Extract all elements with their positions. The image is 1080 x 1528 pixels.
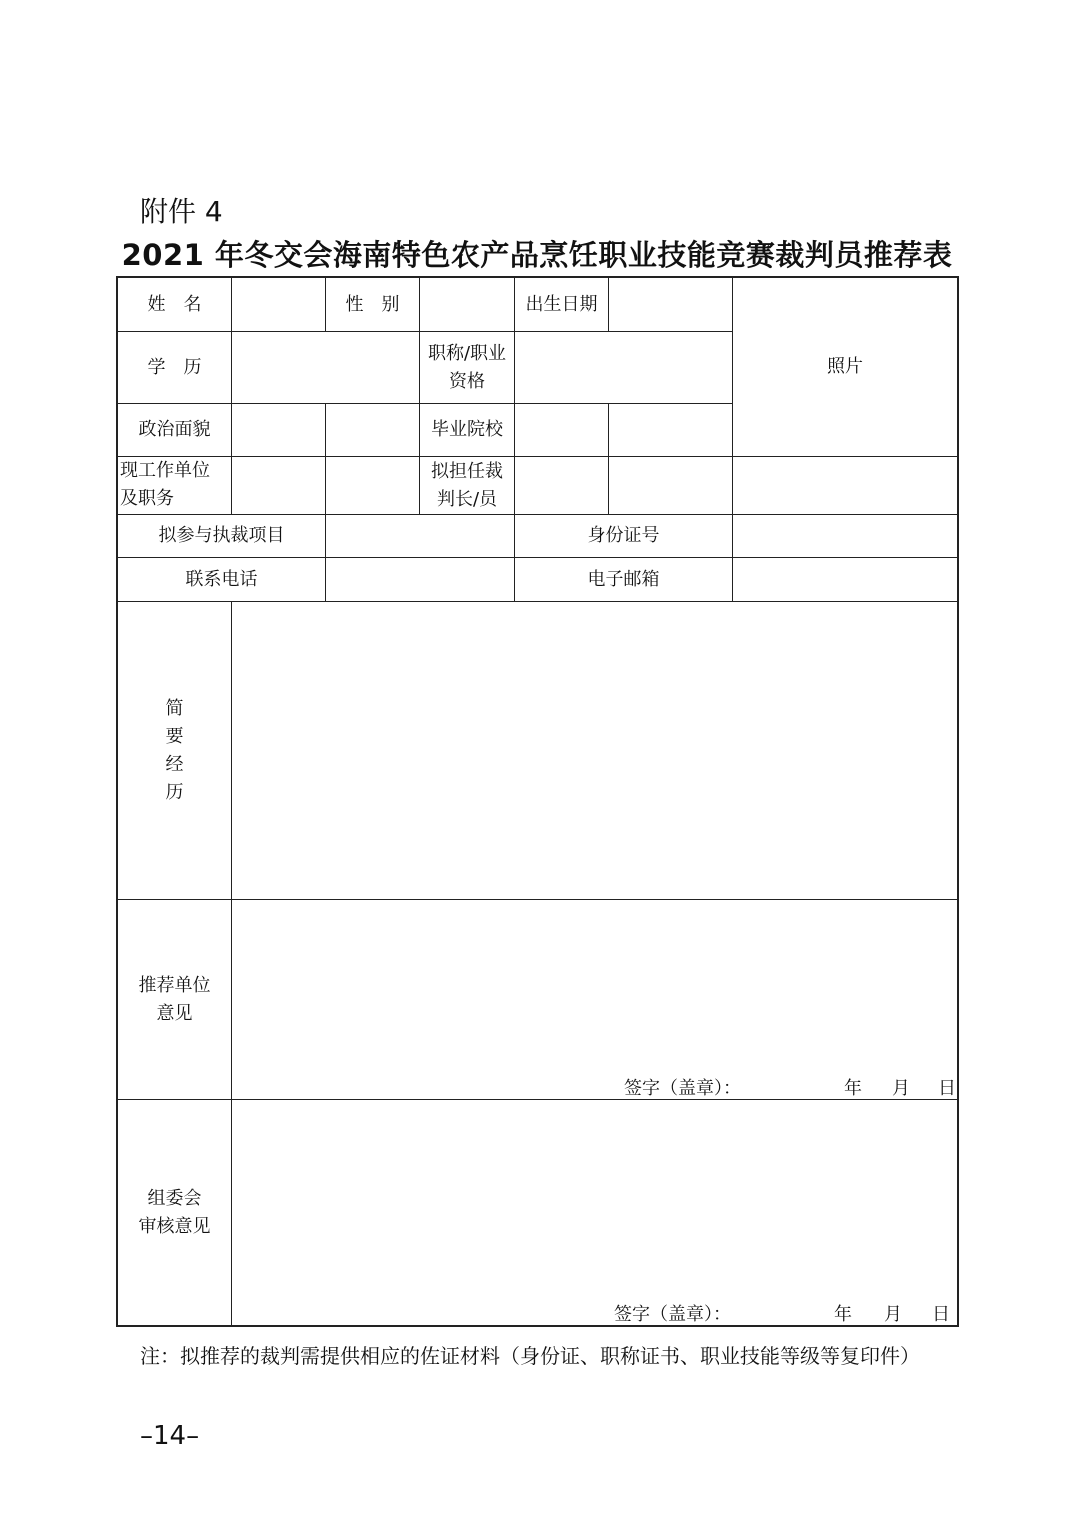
committee-day-label: 日	[932, 1304, 950, 1325]
title-qualification-label	[420, 332, 514, 403]
recommend-day-label: 日	[938, 1078, 956, 1099]
footnote: 注：拟推荐的裁判需提供相应的佐证材料（身份证、职称证书、职业技能等级等复印件）	[140, 1344, 920, 1368]
email-label: 电子邮箱	[587, 568, 660, 590]
political-status-label: 政治面貌	[138, 419, 211, 440]
judge-role-field[interactable]	[515, 457, 957, 514]
form-title: 2021 年冬交会海南特色农产品烹饪职业技能竞赛裁判员推荐表	[121, 238, 953, 272]
id-number-field[interactable]	[733, 515, 957, 557]
judge-role-label	[420, 457, 514, 514]
name-label: 姓 名	[147, 293, 202, 315]
recommend-unit-label	[118, 900, 231, 1099]
project-label: 拟参与执裁项目	[158, 525, 285, 546]
committee-month-label: 月	[884, 1304, 902, 1325]
phone-label: 联系电话	[185, 568, 258, 590]
employer-label-line1: 现工作单位	[120, 460, 210, 481]
political-status-field[interactable]	[232, 404, 419, 456]
education-field[interactable]	[232, 332, 419, 403]
resume-field[interactable]	[232, 602, 957, 899]
education-label: 学 历	[147, 356, 202, 378]
gender-label: 性 别	[345, 293, 400, 315]
recommend-unit-label-line1: 推荐单位	[138, 974, 211, 996]
email-field[interactable]	[733, 558, 957, 601]
recommend-year-label: 年	[844, 1078, 862, 1099]
committee-review-label	[118, 1100, 231, 1325]
judge-role-label-line1: 拟担任裁	[431, 460, 503, 482]
resume-label-char: 要	[165, 725, 184, 747]
photo-label: 照片	[827, 356, 863, 377]
birth-date-field[interactable]	[609, 278, 732, 331]
gender-field[interactable]	[420, 278, 514, 331]
title-qualification-field[interactable]	[515, 332, 732, 403]
recommend-unit-label-line2: 意见	[156, 1002, 193, 1024]
birth-date-label: 出生日期	[525, 293, 598, 315]
recommend-unit-field[interactable]	[232, 900, 957, 1099]
title-qualification-label-line2: 资格	[449, 370, 485, 392]
employer-label	[118, 457, 231, 514]
school-label: 毕业院校	[431, 419, 503, 440]
resume-label	[118, 602, 231, 899]
committee-year-label: 年	[834, 1304, 852, 1325]
employer-label-line2: 及职务	[120, 488, 174, 509]
employer-field[interactable]	[232, 457, 419, 514]
project-field[interactable]	[326, 515, 514, 557]
photo-box[interactable]	[733, 278, 957, 456]
resume-label-char: 经	[165, 753, 184, 775]
committee-review-label-line2: 审核意见	[138, 1215, 211, 1237]
page-number: –14–	[140, 1421, 200, 1451]
committee-signature-label: 签字（盖章）：	[614, 1304, 731, 1325]
name-field[interactable]	[232, 278, 325, 331]
school-field[interactable]	[515, 404, 732, 456]
resume-label-char: 历	[165, 781, 184, 803]
resume-label-char: 简	[165, 697, 184, 719]
phone-field[interactable]	[326, 558, 514, 601]
attachment-label: 附件 4	[140, 195, 223, 228]
title-qualification-label-line1: 职称/职业	[427, 342, 507, 364]
recommend-month-label: 月	[892, 1078, 910, 1099]
committee-review-field[interactable]	[232, 1100, 957, 1325]
judge-role-label-line2: 判长/员	[436, 488, 498, 510]
recommend-signature-label: 签字（盖章）：	[624, 1078, 741, 1099]
id-number-label: 身份证号	[587, 525, 660, 546]
committee-review-label-line1: 组委会	[147, 1187, 202, 1209]
